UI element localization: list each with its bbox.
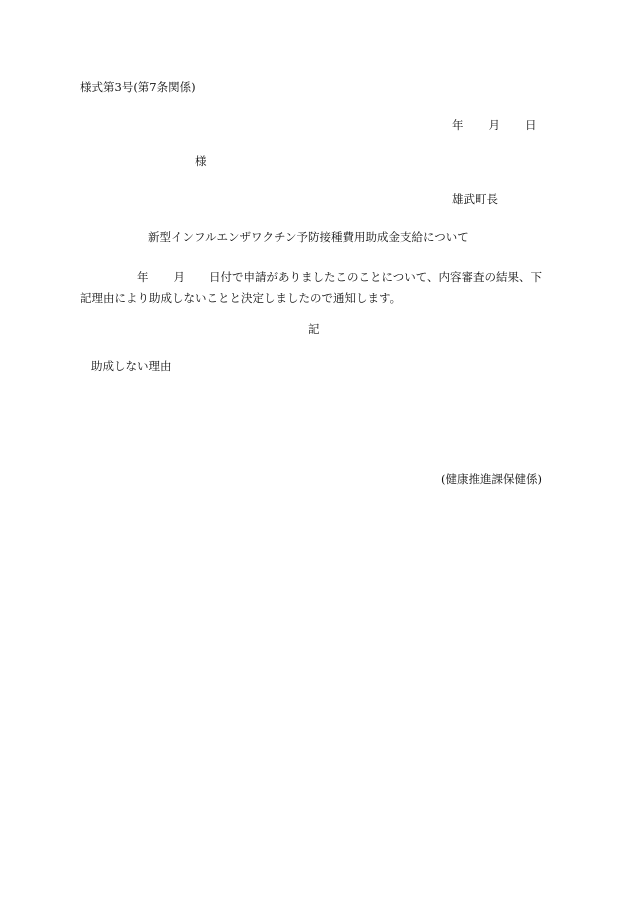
body-paragraph [80,267,550,309]
body-month-label: 月 [173,270,185,284]
department-label: (健康推進課保健係) [441,472,542,486]
reason-label: 助成しない理由 [91,359,172,373]
date-month-label: 月 [488,118,500,132]
form-number: 様式第3号(第7条関係) [80,80,196,94]
body-year-label: 年 [137,270,149,284]
date-year-label: 年 [452,118,464,132]
date-line [452,120,537,132]
ki-heading: 記 [308,322,320,336]
addressee-honorific: 様 [195,154,207,168]
date-day-label: 日 [525,118,537,132]
issuer-name: 雄武町長 [452,192,498,206]
body-text: 日付で申請がありましたこのことについて、内容審査の結果、下記理由により助成しないことと決定しましたので通知します。 [80,270,543,305]
document-title: 新型インフルエンザワクチン予防接種費用助成金支給について [148,230,469,244]
